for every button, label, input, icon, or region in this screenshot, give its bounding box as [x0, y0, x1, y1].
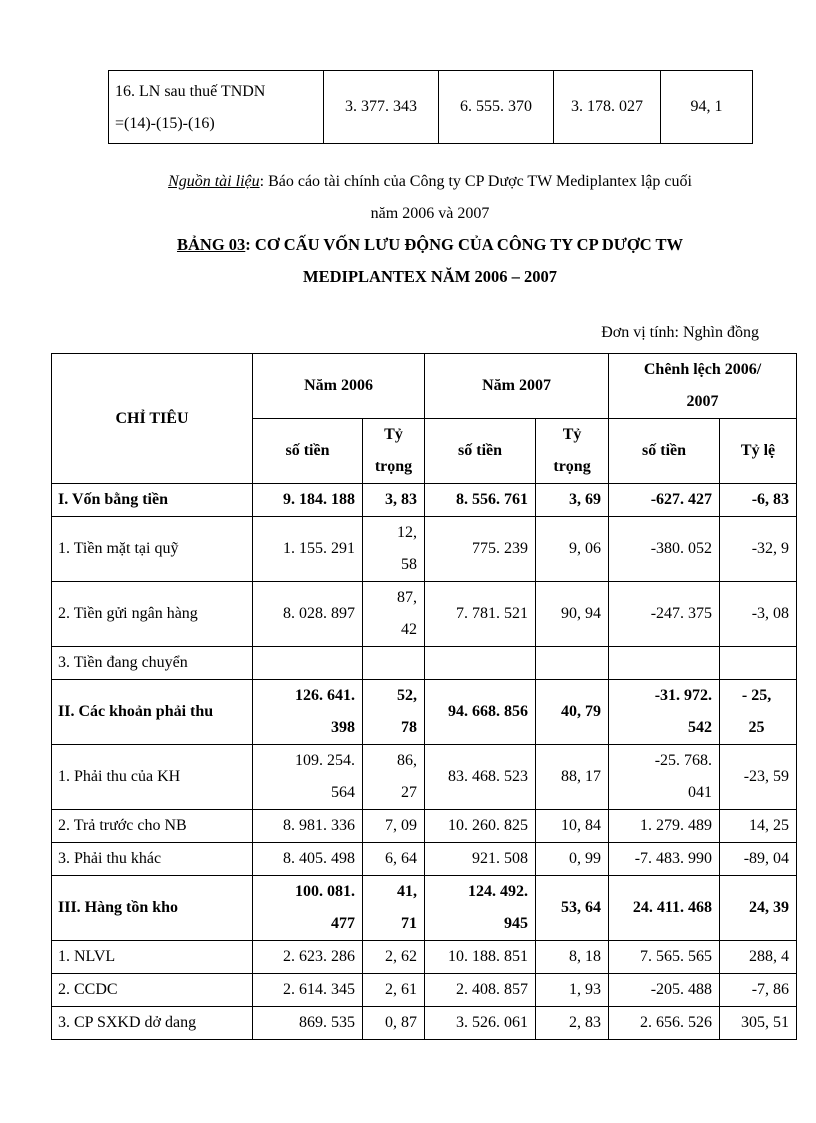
unit-label: Đơn vị tính: Nghìn đồng	[601, 324, 759, 341]
cell-s2006: 86, 27	[363, 745, 425, 810]
cell-a2006: 869. 535	[253, 1007, 363, 1040]
value-cell: 3. 377. 343	[324, 71, 439, 144]
cell-s2007	[536, 647, 609, 680]
header-amount: số tiền	[253, 419, 363, 484]
cell-a2006: 9. 184. 188	[253, 484, 363, 517]
cell-ratio: 305, 51	[720, 1007, 797, 1040]
cell-s2007: 3, 69	[536, 484, 609, 517]
cell-a2007: 3. 526. 061	[425, 1007, 536, 1040]
table-row	[52, 680, 797, 745]
cell-a2007: 775. 239	[425, 517, 536, 582]
header-share: Tỷ trọng	[536, 419, 609, 484]
cell-s2006	[363, 647, 425, 680]
cell-s2007: 40, 79	[536, 680, 609, 745]
cell-a2006: 109. 254. 564	[253, 745, 363, 810]
cell-ratio: 14, 25	[720, 810, 797, 843]
cell-s2006: 41, 71	[363, 876, 425, 941]
table-row	[52, 582, 797, 647]
cell-a2007: 10. 260. 825	[425, 810, 536, 843]
cell-diff: -31. 972. 542	[609, 680, 720, 745]
table-title	[108, 229, 752, 293]
cell-s2007: 88, 17	[536, 745, 609, 810]
value-cell: 3. 178. 027	[554, 71, 661, 144]
cell-a2006: 8. 405. 498	[253, 843, 363, 876]
cell-s2006: 0, 87	[363, 1007, 425, 1040]
row-label: II. Các khoản phải thu	[52, 680, 253, 745]
table-row	[52, 843, 797, 876]
row-label: 2. CCDC	[52, 974, 253, 1007]
cell-diff: -380. 052	[609, 517, 720, 582]
row-label: III. Hàng tồn kho	[52, 876, 253, 941]
title-line-2: MEDIPLANTEX NĂM 2006 – 2007	[303, 267, 557, 286]
value-cell: 6. 555. 370	[439, 71, 554, 144]
cell-a2007: 7. 781. 521	[425, 582, 536, 647]
table-code: BẢNG 03	[176, 235, 246, 254]
cell-s2007: 9, 06	[536, 517, 609, 582]
cell-ratio: - 25, 25	[720, 680, 797, 745]
cell-a2007: 94. 668. 856	[425, 680, 536, 745]
cell-ratio: -23, 59	[720, 745, 797, 810]
header-amount: số tiền	[609, 419, 720, 484]
cell-diff: 2. 656. 526	[609, 1007, 720, 1040]
cell-a2007	[425, 647, 536, 680]
cell-s2006: 52, 78	[363, 680, 425, 745]
source-text: : Báo cáo tài chính của Công ty CP Dược TW Mediplantex lập cuối	[259, 173, 692, 190]
cell-ratio: -32, 9	[720, 517, 797, 582]
table-row	[52, 941, 797, 974]
source-text-2: năm 2006 và 2007	[370, 205, 490, 222]
cell-diff	[609, 647, 720, 680]
header-row	[52, 354, 797, 419]
cell-a2006: 126. 641. 398	[253, 680, 363, 745]
row-label: I. Vốn bằng tiền	[52, 484, 253, 517]
cell-a2006	[253, 647, 363, 680]
table-row	[52, 876, 797, 941]
cell-s2007: 2, 83	[536, 1007, 609, 1040]
header-year-2007: Năm 2007	[425, 354, 609, 419]
row-label: 3. Tiền đang chuyển	[52, 647, 253, 680]
table-row	[52, 1007, 797, 1040]
cell-diff: 7. 565. 565	[609, 941, 720, 974]
cell-ratio: -3, 08	[720, 582, 797, 647]
cell-a2006: 2. 614. 345	[253, 974, 363, 1007]
working-capital-table	[51, 353, 797, 1040]
cell-s2006: 12, 58	[363, 517, 425, 582]
table-row	[109, 71, 753, 144]
cell-s2006: 2, 62	[363, 941, 425, 974]
cell-ratio: -6, 83	[720, 484, 797, 517]
row-label: 1. NLVL	[52, 941, 253, 974]
value-cell: 94, 1	[661, 71, 753, 144]
cell-diff: -205. 488	[609, 974, 720, 1007]
cell-a2007: 124. 492. 945	[425, 876, 536, 941]
cell-a2007: 8. 556. 761	[425, 484, 536, 517]
cell-s2007: 90, 94	[536, 582, 609, 647]
table-row	[52, 974, 797, 1007]
table-row	[52, 517, 797, 582]
header-difference: Chênh lệch 2006/ 2007	[609, 354, 797, 419]
cell-ratio: 288, 4	[720, 941, 797, 974]
cell-s2007: 8, 18	[536, 941, 609, 974]
cell-s2007: 10, 84	[536, 810, 609, 843]
title-line-1: : CƠ CẤU VỐN LƯU ĐỘNG CỦA CÔNG TY CP DƯỢC TW	[245, 235, 684, 254]
cell-a2007: 2. 408. 857	[425, 974, 536, 1007]
row-label: 3. CP SXKD dở dang	[52, 1007, 253, 1040]
cell-a2006: 8. 028. 897	[253, 582, 363, 647]
row-label: 1. Phải thu của KH	[52, 745, 253, 810]
cell-s2006: 87, 42	[363, 582, 425, 647]
cell-ratio: -7, 86	[720, 974, 797, 1007]
source-note	[108, 166, 752, 230]
cell-diff: -627. 427	[609, 484, 720, 517]
cell-s2006: 7, 09	[363, 810, 425, 843]
row-label: 2. Trả trước cho NB	[52, 810, 253, 843]
cell-s2007: 1, 93	[536, 974, 609, 1007]
cell-a2006: 1. 155. 291	[253, 517, 363, 582]
table-row	[52, 484, 797, 517]
cell-diff: 24. 411. 468	[609, 876, 720, 941]
cell-a2006: 8. 981. 336	[253, 810, 363, 843]
cell-diff: 1. 279. 489	[609, 810, 720, 843]
cell-s2006: 6, 64	[363, 843, 425, 876]
header-share: Tỷ trọng	[363, 419, 425, 484]
header-indicator: CHỈ TIÊU	[52, 354, 253, 484]
cell-s2007: 0, 99	[536, 843, 609, 876]
cell-s2007: 53, 64	[536, 876, 609, 941]
row-label: 1. Tiền mặt tại quỹ	[52, 517, 253, 582]
table-row	[52, 810, 797, 843]
cell-a2006: 100. 081. 477	[253, 876, 363, 941]
cell-a2007: 83. 468. 523	[425, 745, 536, 810]
cell-ratio: 24, 39	[720, 876, 797, 941]
table-row	[52, 745, 797, 810]
cell-a2007: 10. 188. 851	[425, 941, 536, 974]
cell-ratio: -89, 04	[720, 843, 797, 876]
row-label: 16. LN sau thuế TNDN =(14)-(15)-(16)	[109, 71, 324, 144]
cell-a2006: 2. 623. 286	[253, 941, 363, 974]
cell-diff: -25. 768. 041	[609, 745, 720, 810]
cell-s2006: 2, 61	[363, 974, 425, 1007]
top-table	[108, 70, 753, 144]
header-ratio: Tỷ lệ	[720, 419, 797, 484]
header-year-2006: Năm 2006	[253, 354, 425, 419]
cell-diff: -247. 375	[609, 582, 720, 647]
source-label: Nguồn tài liệu	[168, 173, 260, 190]
cell-s2006: 3, 83	[363, 484, 425, 517]
cell-ratio	[720, 647, 797, 680]
header-amount: số tiền	[425, 419, 536, 484]
row-label: 3. Phải thu khác	[52, 843, 253, 876]
table-row	[52, 647, 797, 680]
cell-a2007: 921. 508	[425, 843, 536, 876]
cell-diff: -7. 483. 990	[609, 843, 720, 876]
row-label: 2. Tiền gửi ngân hàng	[52, 582, 253, 647]
